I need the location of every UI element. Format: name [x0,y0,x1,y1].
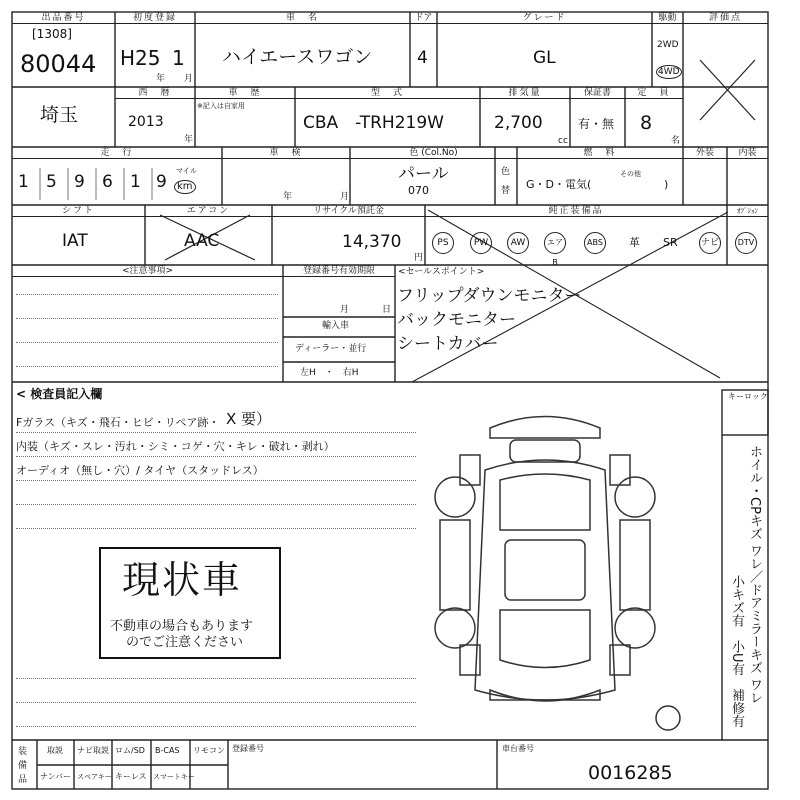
inspection-label: 車 検 [222,147,350,159]
displacement-label: 排気量 [480,87,570,99]
lot-bracket: [1308] [32,27,72,41]
capacity: 8 [640,112,653,134]
lot-number: 80044 [20,50,97,78]
mileage-label: 走 行 [12,147,222,159]
mileage-digit-1: 1 [18,172,29,192]
fuel-label: 燃 料 [517,147,683,159]
equip-sr: SR [663,236,678,249]
item-spare-key: スペアキー [77,773,112,781]
shift: IAT [62,231,88,251]
equip-abs: ABS [584,232,606,254]
ac-label: エアコン [145,205,272,217]
drive-4wd: 4WD [658,67,680,77]
drive-label: 駆動 [652,12,683,24]
fuel-close: ) [664,178,669,191]
equip-leather: 革 [629,236,640,249]
steering: 左H ・ 右H [300,368,359,378]
color-code: 070 [408,184,429,197]
equip-airbag: エアB [544,232,566,254]
caution-line-4 [16,366,278,367]
region: 埼玉 [40,104,79,126]
sales-label: <セールスポイント> [398,267,485,277]
month-unit: 月 [184,74,194,84]
model-label: 型 式 [295,87,480,99]
item-keyless: キーレス [115,772,147,781]
history-label: 車 歴 [195,87,295,99]
caution-line-3 [16,342,278,343]
dealer: ディーラー・並行 [295,344,367,354]
era-year: H25 [120,46,161,70]
option-label: ｵﾌﾟｼｮﾝ [727,205,768,217]
recycle-label: リサイクル預託金 [272,205,425,217]
item-bcas: B-CAS [155,746,180,755]
fuel: G・D・電気( [526,178,592,191]
keylock-label: キーロック [728,392,768,401]
yen-unit: 円 [414,253,424,263]
first-reg-label: 初度登録 [115,12,195,24]
year-unit: 年 [156,74,166,84]
capacity-unit: 名 [671,136,681,146]
item-smart-key: スマートキー [153,773,195,781]
side-text-2: 小キズ有 小U有 補修有 [729,575,744,728]
year-label: 西 暦 [115,87,195,99]
mileage-digit-2: 5 [46,172,57,192]
insp-dot-4 [16,504,416,505]
fuel-other: その他 [620,170,641,178]
insp-dot-6 [16,678,416,679]
color: パール [398,164,449,184]
stamp-main: 現状車 [122,558,243,602]
reg-day: 日 [382,305,392,315]
import-label: 輸入車 [322,321,350,331]
insp-dot-7 [16,702,416,703]
mileage-digit-5: 1 [130,172,141,192]
footer-label: 装備品 [18,747,28,785]
mile-label: マイル [176,167,197,175]
mileage-digit-4: 6 [102,172,113,192]
color-change-2: 替 [501,186,511,196]
car-name: ハイエースワゴン [222,46,373,68]
item-remote: リモコン [193,746,225,755]
item-manual: 取説 [47,746,63,755]
insp-dot-2 [16,456,416,457]
inspector-line-3: オーディオ（無し・穴）/ タイヤ（スタッドレス） [16,464,264,477]
model: CBA -TRH219W [303,113,444,133]
equipment-label: 純正装備品 [425,205,727,217]
score-label: 評価点 [683,12,768,24]
year: 2013 [128,114,164,130]
grade-label: グレード [437,12,652,24]
recycle: 14,370 [342,232,402,252]
reg-month: 月 [340,305,350,315]
caution-line-1 [16,294,278,295]
color-change-1: 色 [501,167,511,177]
item-plate: ナンバー [40,772,72,781]
history-note: ※記入は自家用 [197,102,245,110]
door-label: ドア [410,12,437,24]
insp-dot-1 [16,432,416,433]
warranty: 有・無 [578,117,615,131]
km-unit: km [174,180,196,194]
caution-label: <注意事項> [12,265,283,277]
mileage-digit-6: 9 [156,172,167,192]
grade: GL [533,48,556,68]
inspector-line-1: Fガラス（キズ・飛石・ヒビ・リペア跡・ [16,416,220,429]
sales-point-1: フリップダウンモニター [397,286,582,306]
stamp-sub-2: のでご注意ください [126,635,244,650]
chassis-number: 0016285 [588,762,673,784]
chassis-label: 車台番号 [502,744,534,753]
warranty-label: 保証書 [570,87,625,99]
equip-dtv: DTV [735,232,757,254]
sales-point-2: バックモニター [397,310,516,330]
mileage-digit-3: 9 [74,172,85,192]
reg-no-label: 登録番号 [232,744,264,753]
shift-label: シフト [12,205,145,217]
glass-mark: X 要） [226,410,272,428]
reg-date-label: 登録番号有効期限 [283,265,395,277]
equip-navi: ナビ [699,232,721,254]
car-diagram [435,417,680,731]
insp-dot-5 [16,528,416,529]
item-rom-sd: ロム/SD [115,746,145,755]
inspection-month: 月 [340,192,350,202]
insp-dot-8 [16,726,416,727]
color-label: 色 (Col.No) [350,147,517,159]
equip-aw: AW [507,232,529,254]
ac: AAC [184,231,220,251]
cc-unit: cc [558,136,568,146]
inspector-line-2: 内装（キズ・スレ・汚れ・シミ・コゲ・穴・キレ・破れ・剥れ） [16,440,335,453]
side-text-1: ホイル・CPキズ ワレ／ドアミラーキズ ワレ [747,445,762,705]
inspector-title: < 検査員記入欄 [16,387,103,401]
sales-point-3: シートカバー [397,334,499,354]
caution-line-2 [16,318,278,319]
inspection-year: 年 [283,192,293,202]
lot-label: 出品番号 [12,12,115,24]
stamp-sub-1: 不動車の場合もあります [110,619,254,634]
interior-label: 内装 [727,147,768,159]
capacity-label: 定 員 [625,87,683,99]
drive-2wd: 2WD [657,40,679,50]
equip-pw: PW [470,232,492,254]
equip-ps: PS [432,232,454,254]
car-name-label: 車 名 [195,12,410,24]
exterior-label: 外装 [683,147,727,159]
item-navi-manual: ナビ取説 [77,746,109,755]
displacement: 2,700 [494,113,543,133]
doors: 4 [417,48,428,68]
first-reg-month: 1 [172,46,185,70]
row2-year-unit: 年 [184,135,194,145]
insp-dot-3 [16,480,416,481]
